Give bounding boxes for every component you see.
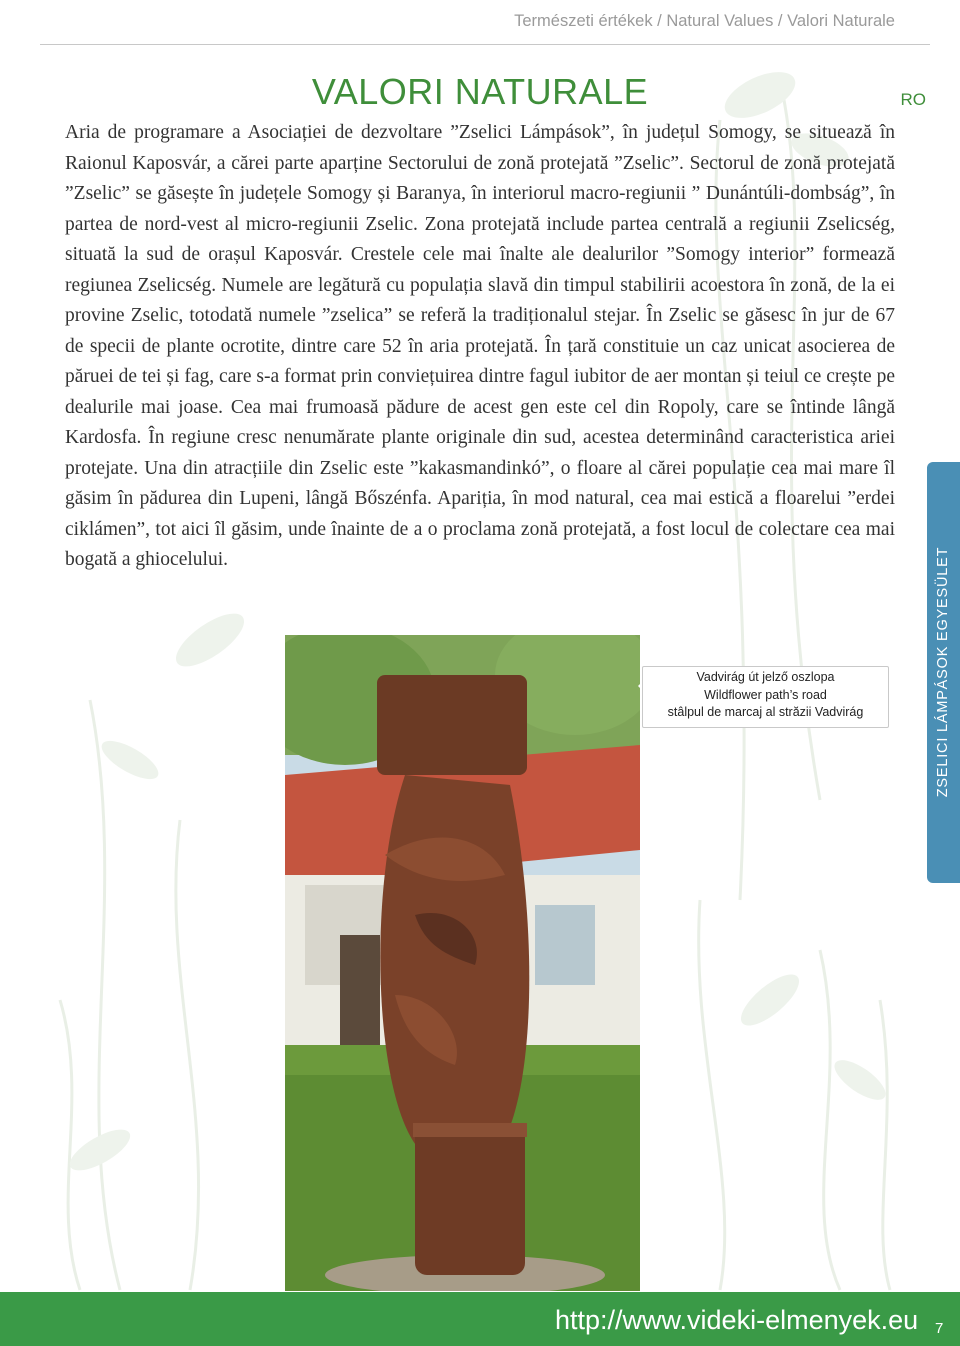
header-divider xyxy=(40,44,930,45)
carved-wooden-post-photo xyxy=(285,635,640,1291)
body-paragraph: Aria de programare a Asociației de dezvoltare ”Zselici Lámpások”, în județul Somogy, se situează în Raionul Kaposvár, a cărei parte aparține Sectorului de zonă protejată ”Zselic”. Sectorul de zonă protejată ”Zselic” se găsește în județele Somogy și Baranya, în interiorul macro-regiunii ” Dunántúli-dombság”, în partea de nord-vest al micro-regiunii Zselic. Zona protejată include partea centrală a regiunii Zselicség, situată la sud de orașul Kaposvár. Crestele cele mai înalte ale dealurilor ”Somogy interior” formează regiunea Zselicség. Numele are legătură cu populația slavă din timpul stabilirii acoestora în zonă, de la ei provine Zselic, totodată numele ”zselica” se referă la tradiționalul stejar. În Zselic se găsesc în jur de 67 de specii de plante ocrotite, dintre care 52 în aria protejată. În țară constituie un caz unicat asocierea de păruei de tei și fag, care s-a format prin conviețuirea dintre fagul iubitor de aer montan și teiul ce crește pe dealurile mai joase. Cea mai frumoasă pădure de acest gen este cel din Ropoly, care se întinde lângă Kardosfa. În regiune cresc nenumărate plante originale din sud, acestea determinând caracteristica ariei protejate. Una din atracțiile din Zselic este ”kakasmandinkó”, o floare al cărei populație cea mai mare îl găsim în pădurea din Lupeni, lângă Bőszénfa. Apariția, în mod natural, cea mai estică a floarelui ”erdei ciklámen”, tot aici îl găsim, unde înainte de a o proclama zonă protejată, a fost locul de colectare cea mai bogată a ghiocelului. xyxy=(65,122,895,570)
language-code: RO xyxy=(900,90,926,109)
caption-line-ro: stâlpul de marcaj al străzii Vadvirág xyxy=(667,705,864,719)
caption-line-en: Wildflower path’s road xyxy=(704,687,827,702)
caption-line-hu: Vadvirág út jelző oszlopa xyxy=(696,670,835,684)
footer-url-link[interactable]: http://www.videki-elmenyek.eu xyxy=(555,1305,919,1335)
side-tab-label: ZSELICI LÁMPÁSOK EGYESÜLET xyxy=(935,546,951,798)
header-section-title: Természeti értékek / Natural Values / Valori Naturale xyxy=(514,12,895,30)
photo-caption xyxy=(642,666,889,728)
page-number: 7 xyxy=(935,1320,944,1337)
page-title: VALORI NATURALE xyxy=(311,71,649,112)
